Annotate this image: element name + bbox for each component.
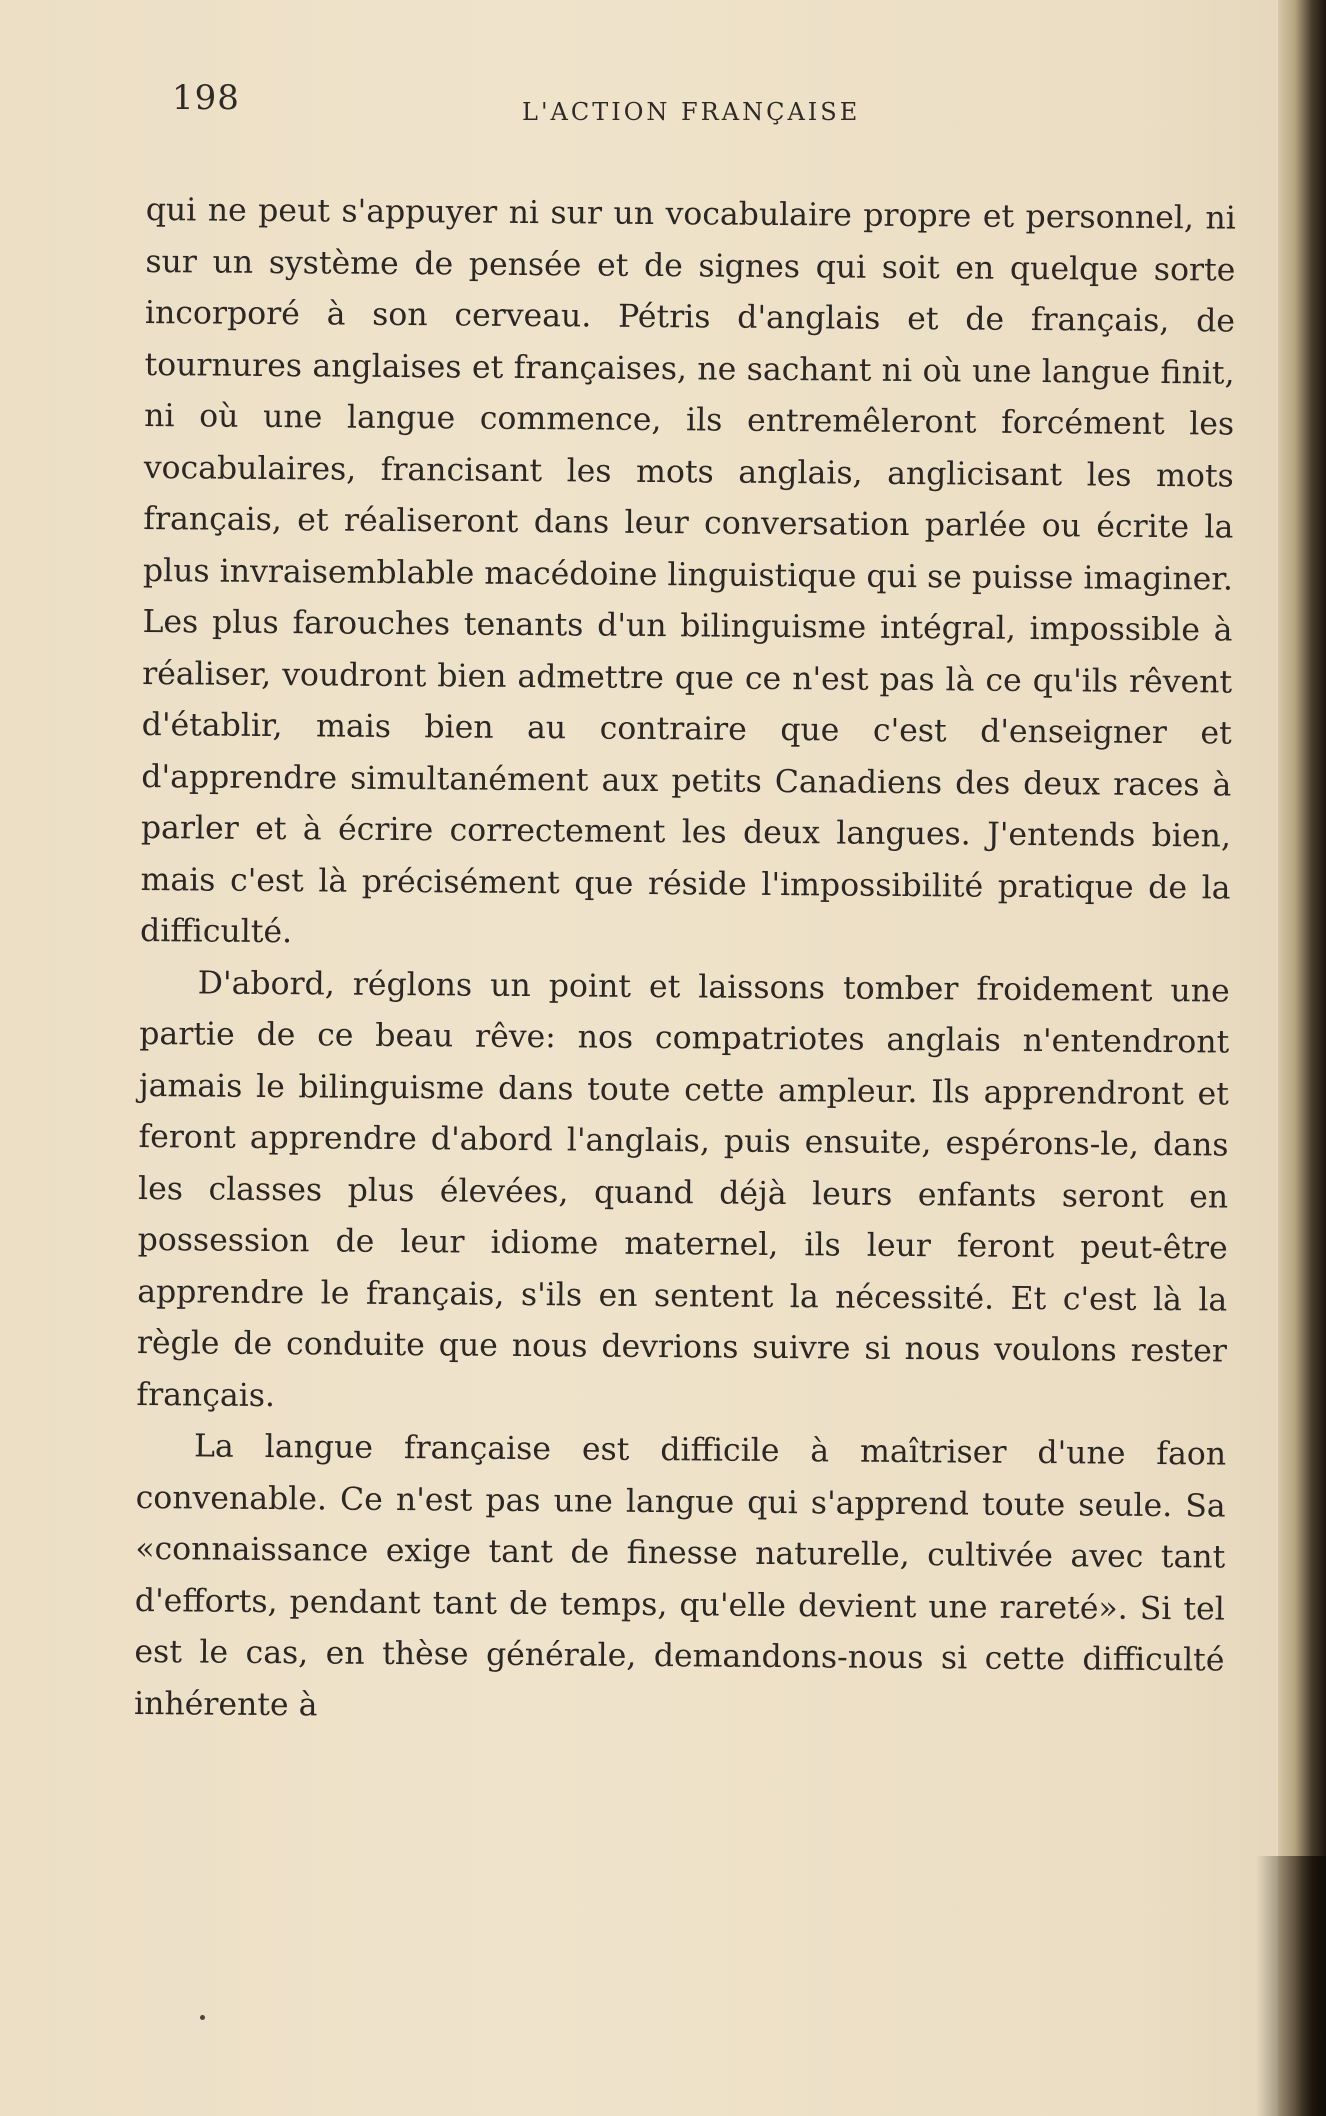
running-head: L'ACTION FRANÇAISE	[522, 98, 861, 126]
body-text	[134, 185, 1236, 1739]
book-spine-lower-shadow	[1256, 1856, 1326, 2116]
page-header	[172, 78, 1232, 138]
paragraph-2: D'abord, réglons un point et laissons tomber froidement une partie de ce beau rêve: nos compatriotes anglais n'entendront jamais le bilinguisme dans toute cette ampleur. Ils apprendront et feront apprendre d'abord l'anglais, puis ensuite, espérons-le, dans les classes plus élevées, quand déjà leurs enfants seront en possession de leur idiome maternel, ils leur feront peut-être apprendre le français, s'ils en sentent la nécessité. Et c'est là la règle de conduite que nous devrions suivre si nous voulons rester français.	[136, 964, 1230, 1414]
ink-speck	[200, 2015, 205, 2020]
paragraph-3: La langue française est difficile à maîtriser d'une faon convenable. Ce n'est pas une langue qui s'apprend toute seule. Sa «connaissance exige tant de finesse naturelle, cultivée avec tant d'efforts, pendant tant de temps, qu'elle devient une rareté». Si tel est le cas, en thèse générale, demandons-nous si cette difficulté inhérente à	[133, 1428, 1227, 1723]
book-spine-shadow	[1278, 0, 1326, 2116]
page-number: 198	[172, 78, 240, 118]
paragraph-1: qui ne peut s'appuyer ni sur un vocabulaire propre et personnel, ni sur un système de pensée et de signes qui soit en quelque sorte incorporé à son cerveau. Pétris d'anglais et de français, de tournures anglaises et françaises, ne sachant ni où une langue finit, ni où une langue commence, ils entremêleront forcément les vocabulaires, francisant les mots anglais, anglicisant les mots français, et réaliseront dans leur conversation parlée ou écrite la plus invraisemblable macédoine linguistique qui se puisse imaginer. Les plus farouches tenants d'un bilinguisme intégral, impossible à réaliser, voudront bien admettre que ce n'est pas là ce qu'ils rêvent d'établir, mais bien au contraire que c'est d'enseigner et d'apprendre simultanément aux petits Canadiens des deux races à parler et à écrire correctement les deux langues. J'entends bien, mais c'est là précisément que réside l'impossibilité pratique de la difficulté.	[139, 191, 1236, 951]
